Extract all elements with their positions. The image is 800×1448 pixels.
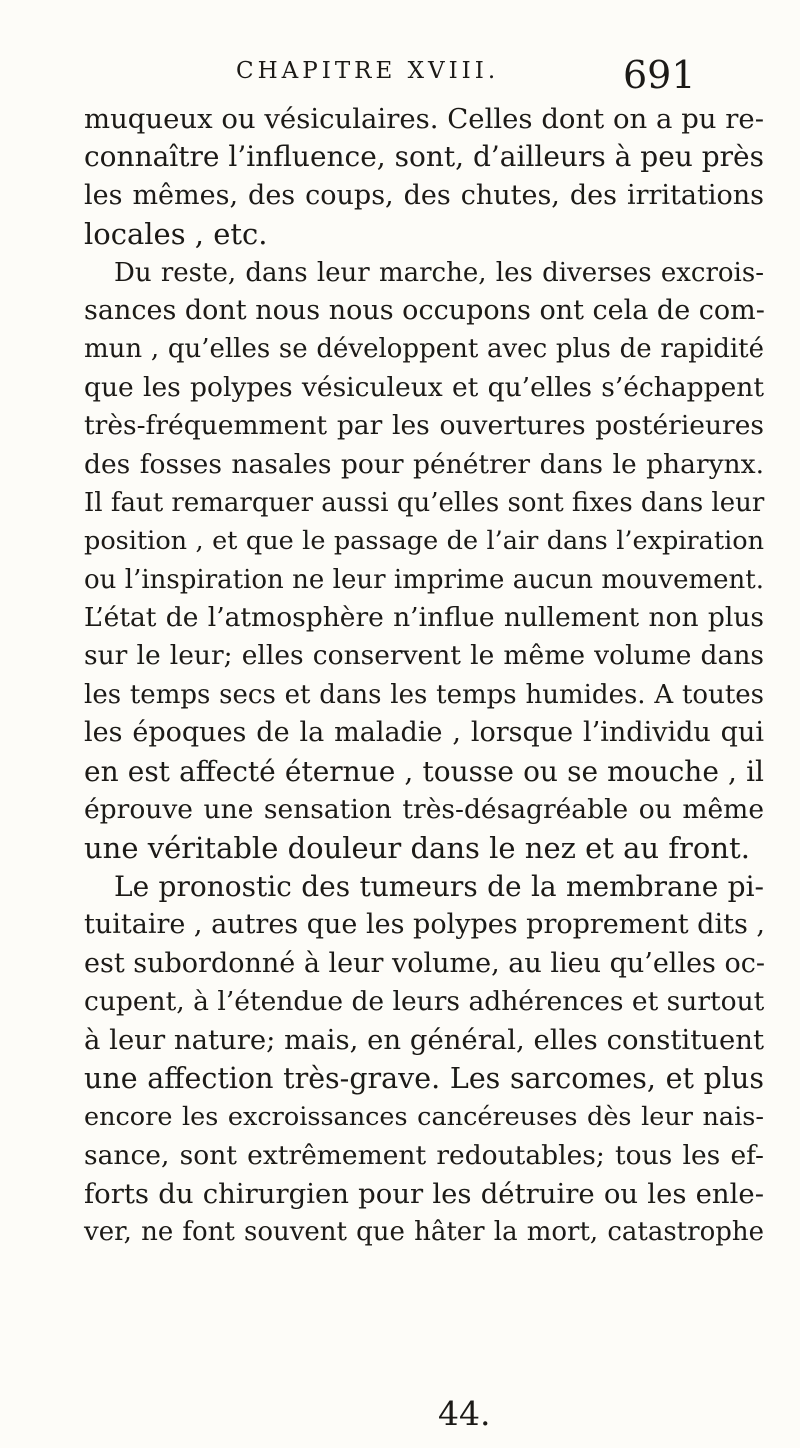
- running-head: CHAPITRE XVIII.: [236, 58, 500, 84]
- text-line: mun , qu’elles se développent avec plus de rapidité: [84, 334, 764, 365]
- text-line: les époques de la maladie , lorsque l’individu qui: [84, 717, 764, 749]
- text-line: encore les excroissances cancéreuses dès leur nais-: [84, 1102, 764, 1133]
- text-line: à leur nature; mais, en général, elles constituent: [84, 1024, 764, 1057]
- text-line: très-fréquemment par les ouvertures postérieures: [84, 410, 764, 442]
- text-line: des fosses nasales pour pénétrer dans le pharynx.: [84, 448, 764, 480]
- text-line: sances dont nous nous occupons ont cela de com-: [84, 294, 765, 326]
- page-number: 691: [623, 53, 696, 97]
- text-line: sur le leur; elles conservent le même volume dans: [84, 640, 764, 672]
- text-line: muqueux ou vésiculaires. Celles dont on a pu re-: [84, 103, 764, 135]
- text-line: les temps secs et dans les temps humides. A toutes: [84, 679, 764, 710]
- text-line: position , et que le passage de l’air dans l’expiration: [84, 526, 764, 557]
- text-line: que les polypes vésiculeux et qu’elles s’échappent: [84, 371, 764, 403]
- text-line: une véritable douleur dans le nez et au front.: [84, 831, 750, 866]
- text-line: ou l’inspiration ne leur imprime aucun mouvement.: [84, 564, 764, 595]
- text-line: ver, ne font souvent que hâter la mort, catastrophe: [84, 1217, 764, 1248]
- text-line: locales , etc.: [84, 217, 268, 252]
- text-line: éprouve une sensation très-désagréable ou même: [84, 794, 764, 826]
- text-line: L’état de l’atmosphère n’influe nullement non plus: [84, 602, 764, 634]
- text-line: sance, sont extrêmement redoutables; tous les ef-: [84, 1139, 764, 1171]
- text-line: forts du chirurgien pour les détruire ou les enle-: [84, 1177, 764, 1210]
- paragraph-first-line: Le pronostic des tumeurs de la membrane pi-: [114, 869, 764, 903]
- body-text: [84, 100, 764, 1252]
- text-line: connaître l’influence, sont, d’ailleurs à peu près: [84, 140, 764, 174]
- text-line: en est affecté éternue , tousse ou se mouche , il: [84, 754, 764, 788]
- text-line: une affection très-grave. Les sarcomes, et plus: [84, 1061, 764, 1095]
- text-line: les mêmes, des coups, des chutes, des irritations: [84, 179, 764, 211]
- text-line: cupent, à l’étendue de leurs adhérences et surtout: [84, 985, 765, 1017]
- text-line: tuitaire , autres que les polypes proprement dits ,: [84, 909, 765, 941]
- text-line: est subordonné à leur volume, au lieu qu’elles oc-: [84, 947, 765, 979]
- paragraph-first-line: Du reste, dans leur marche, les diverses excrois-: [114, 257, 764, 288]
- text-line: Il faut remarquer aussi qu’elles sont fixes dans leur: [84, 487, 765, 518]
- signature-mark: 44.: [438, 1394, 491, 1433]
